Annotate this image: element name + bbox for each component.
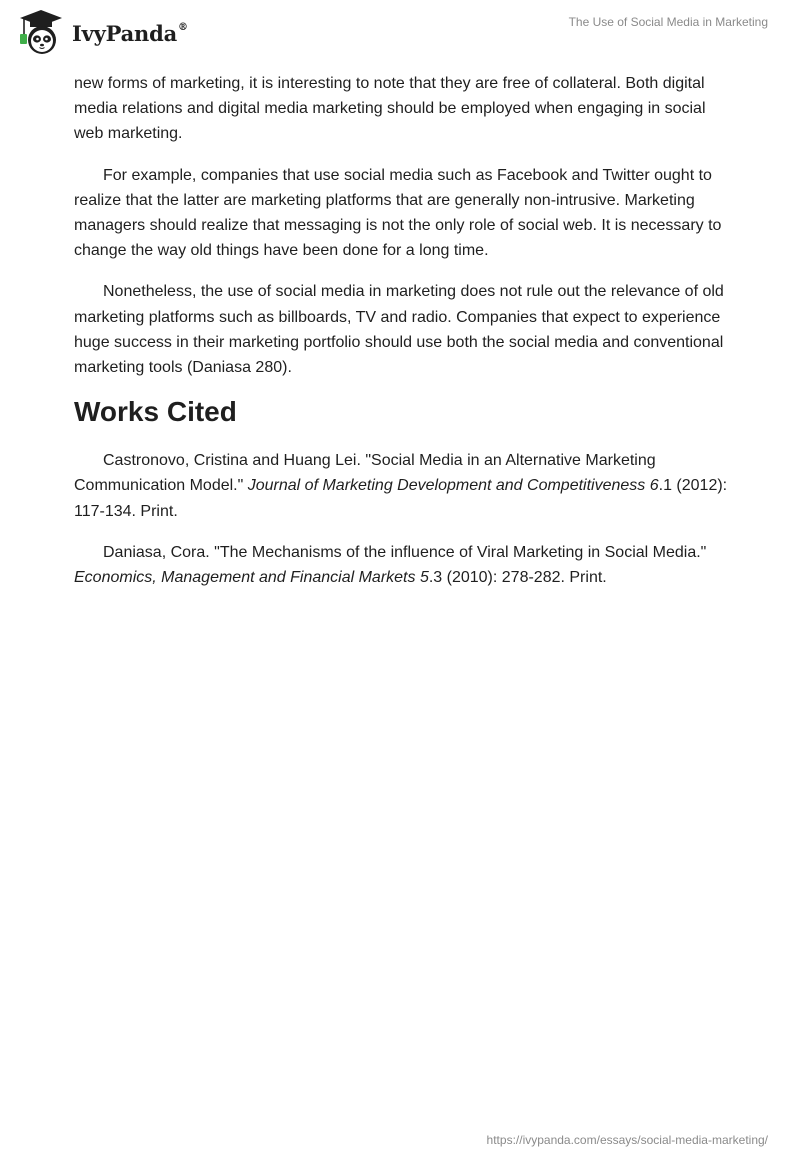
paragraph: Nonetheless, the use of social media in marketing does not rule out the relevance of old marketing platforms such as billboards, TV and radio. Companies that expect to experience huge success in their marketing portfolio should use both the social media and conventional marketing tools (Daniasa 280). <box>74 283 724 377</box>
journal-title: Economics, Management and Financial Markets 5 <box>74 569 429 587</box>
ivypanda-logo[interactable] <box>16 8 188 56</box>
brand-name: IvyPanda® <box>72 20 188 46</box>
panda-graduate-icon <box>16 8 66 56</box>
citation-text: Daniasa, Cora. "The Mechanisms of the influence of Viral Marketing in Social Media." <box>103 543 707 561</box>
citation-details: .1 (2012): 117-134. Print. <box>74 477 728 520</box>
paragraph: For example, companies that use social media such as Facebook and Twitter ought to realize that the latter are marketing platforms that are generally non-intrusive. Marketing managers should realize that messaging is not the only role of social web. It is necessary to change the way old things have been done for a long time. <box>74 166 722 260</box>
essay-body <box>74 71 734 606</box>
paragraph-continued: new forms of marketing, it is interesting to note that they are free of collateral. Both digital media relations and digital media marketing should be employed when engaging in social web marketing. <box>74 75 706 143</box>
page-header <box>0 0 800 70</box>
works-cited-heading: Works Cited <box>74 396 237 428</box>
citation-entry <box>74 448 734 524</box>
citation-details: .3 (2010): 278-282. Print. <box>428 569 607 587</box>
citation-text: Castronovo, Cristina and Huang Lei. "Social Media in an Alternative Marketing Communication Model." <box>74 452 656 495</box>
source-url[interactable]: https://ivypanda.com/essays/social-media-marketing/ <box>486 1133 768 1147</box>
document-title: The Use of Social Media in Marketing <box>568 15 768 29</box>
citation-entry <box>74 540 734 590</box>
registered-mark: ® <box>178 21 188 33</box>
journal-title: Journal of Marketing Development and Competitiveness 6 <box>247 477 659 495</box>
